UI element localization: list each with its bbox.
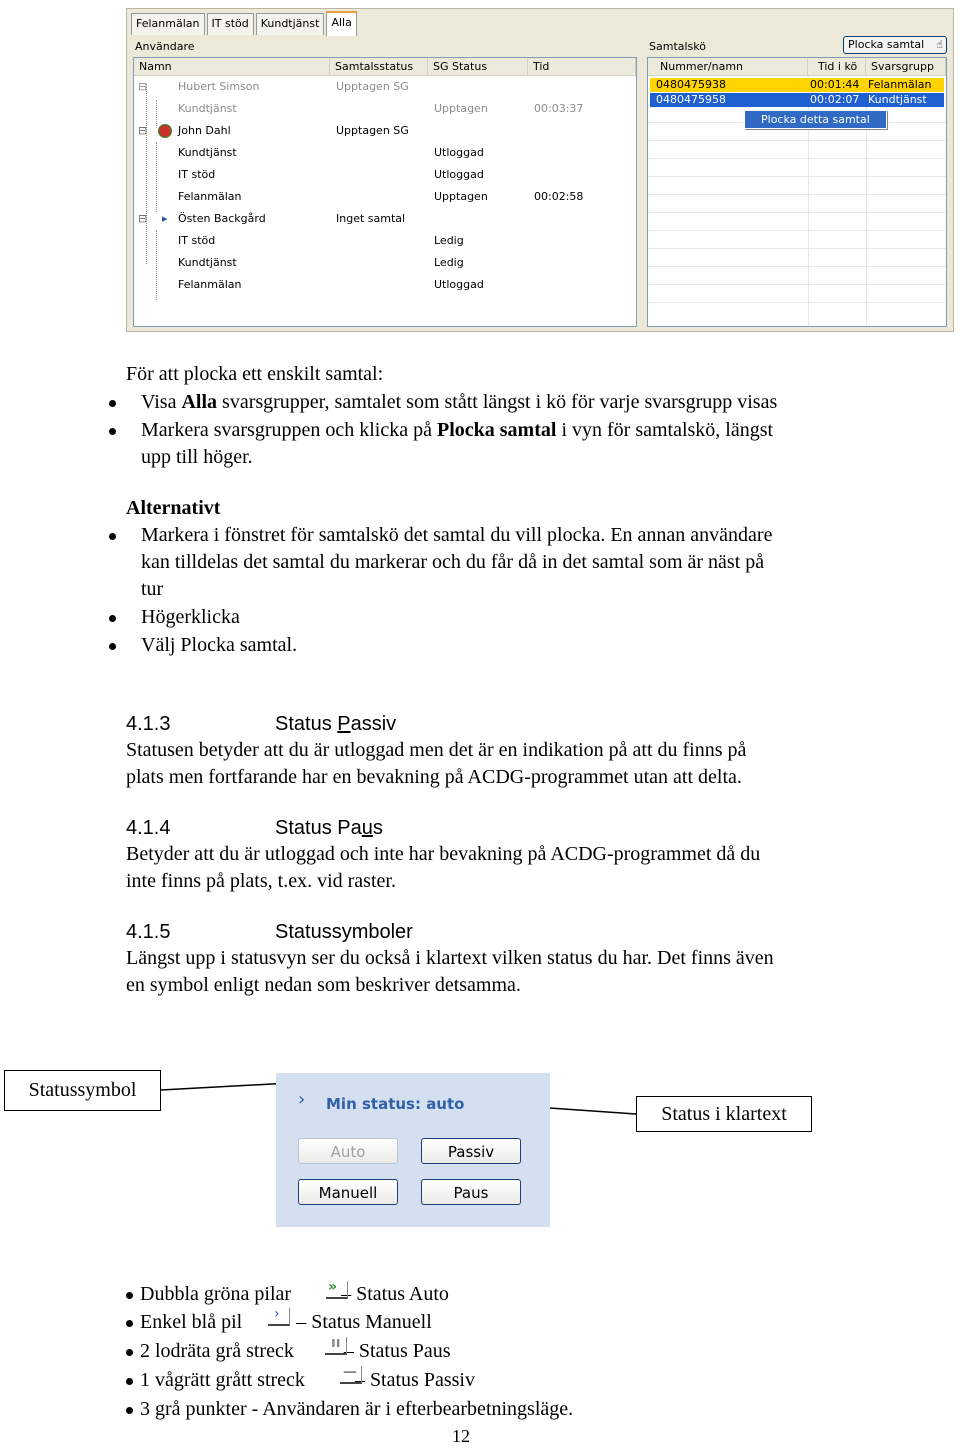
symbol-status: – Status Manuell [296,1311,432,1333]
symbol-desc: Dubbla gröna pilar [140,1283,292,1305]
col-nummer[interactable]: Nummer/namn [648,58,808,76]
symbol-desc: 1 vågrätt grått streck [140,1369,305,1391]
row-sg: Utloggad [434,146,484,159]
row-name: Östen Backgård [178,212,266,225]
single-blue-arrow-glyph: › [274,1306,280,1322]
row-name: IT stöd [178,234,216,247]
symbol-status: – Status Auto [341,1283,449,1305]
paragraph-line: en symbol enligt nedan som beskriver detsamma. [126,974,521,996]
row-name: Kundtjänst [178,256,237,269]
row-name: Felanmälan [178,190,242,203]
row-name: IT stöd [178,168,216,181]
paragraph-line: Statusen betyder att du är utloggad men det är en indikation på att du finns på [126,739,747,761]
status-panel [276,1073,550,1227]
col-sg-status[interactable]: SG Status [428,58,528,76]
horizontal-bar-icon [340,1366,362,1384]
row-status: Inget samtal [336,212,406,225]
text-span: Visa [141,391,182,413]
paragraph-line: plats men fortfarande har en bevakning på ACDG-programmet utan att delta. [126,766,742,788]
section-number: 4.1.3 [126,713,171,735]
text-span: svarsgrupper, samtalet som stått längst i kö för varje svarsgrupp visas [217,391,778,413]
text-span: Markera svarsgruppen och klicka på [141,419,437,441]
list-item: Högerklicka [141,604,240,631]
alternative-heading: Alternativt [126,497,221,519]
single-blue-arrow-icon: ▸ [162,212,168,225]
row-name: Hubert Simson [178,80,260,93]
list-item: Välj Plocka samtal. [141,632,297,659]
pick-call-label: Plocka samtal [848,38,925,51]
paragraph-line: inte finns på plats, t.ex. vid raster. [126,870,396,892]
text-span: assiv [350,713,397,735]
col-tid[interactable]: Tid [528,58,636,76]
row-status: Upptagen SG [336,124,409,137]
bold-span: Alla [181,391,218,413]
passiv-button[interactable]: Passiv [421,1138,521,1164]
horizontal-bar-glyph: — [343,1364,357,1380]
col-namn[interactable]: Namn [134,58,330,76]
symbol-desc: 2 lodräta grå streck [140,1340,294,1362]
auto-button[interactable]: Auto [298,1138,398,1164]
page-number: 12 [452,1426,470,1446]
queue-number: 0480475938 [656,78,726,91]
callout-status-text: Status i klartext [636,1096,812,1132]
underlined-span: u [361,817,373,839]
list-item: Markera i fönstret för samtalskö det samtal du vill plocka. En annan användare [141,522,772,549]
manuell-button[interactable]: Manuell [298,1179,398,1205]
row-sg: Ledig [434,234,464,247]
paragraph-line: Betyder att du är utloggad och inte har bevakning på ACDG-programmet då du [126,843,761,865]
double-green-arrow-glyph: » [328,1279,338,1295]
arrow-to-symbol [161,1083,290,1090]
section-number: 4.1.4 [126,817,171,839]
queue-label: Samtalskö [649,40,706,53]
pause-bars-glyph: ıı [331,1335,341,1351]
queue-time: 00:02:07 [810,93,860,106]
row-sg: Upptagen [434,190,488,203]
paus-button[interactable]: Paus [421,1179,521,1205]
row-tid: 00:03:37 [534,102,584,115]
row-sg: Ledig [434,256,464,269]
bold-span: Plocka samtal [437,419,557,441]
row-sg: Upptagen [434,102,488,115]
row-name: Felanmälan [178,278,242,291]
list-item-continuation: upp till höger. [141,446,253,468]
double-green-arrow-icon [326,1281,348,1299]
queue-number: 0480475958 [656,93,726,106]
tab-it-stod[interactable]: IT stöd [207,13,254,35]
section-number: 4.1.5 [126,921,171,943]
symbol-item: 3 grå punkter - Användaren är i efterbearbetningsläge. [140,1396,573,1423]
text-span: Status Pa [275,817,362,839]
text-span: Status [275,713,338,735]
row-tid: 00:02:58 [534,190,584,203]
symbol-status: – Status Paus [343,1340,451,1362]
collapse-icon[interactable]: ⊟ [138,80,148,93]
text-span: s [372,817,383,839]
tab-alla[interactable]: Alla [326,11,356,36]
row-name: Kundtjänst [178,146,237,159]
section-title: Statussymboler [275,921,413,943]
pause-bars-icon [325,1337,347,1355]
symbol-desc: Enkel blå pil [140,1311,243,1333]
list-item-continuation: tur [141,578,164,600]
queue-group: Kundtjänst [868,93,927,106]
row-name: John Dahl [178,124,231,137]
symbol-item [140,1281,449,1308]
users-label: Användare [135,40,195,53]
single-blue-arrow-icon: › [298,1089,306,1110]
collapse-icon[interactable]: ⊟ [138,212,148,225]
hand-icon: ☝ [936,38,943,51]
col-svarsgrupp[interactable]: Svarsgrupp [866,58,946,76]
collapse-icon[interactable]: ⊟ [138,124,148,137]
row-sg: Utloggad [434,278,484,291]
list-item-continuation: kan tilldelas det samtal du markerar och du får då in det samtal som är näst på [141,551,765,573]
symbol-status: – Status Passiv [354,1369,475,1391]
paragraph-line: Längst upp i statusvyn ser du också i klartext vilken status du har. Det finns även [126,947,774,969]
queue-time: 00:01:44 [810,78,860,91]
symbol-item [140,1338,451,1365]
tab-kundtjanst[interactable]: Kundtjänst [256,13,325,35]
text-span: i vyn för samtalskö, längst [556,419,774,441]
tab-felanmalan[interactable]: Felanmälan [131,13,205,35]
row-status: Upptagen SG [336,80,409,93]
callout-status-symbol: Statussymbol [4,1070,161,1111]
status-text: Min status: auto [326,1095,465,1113]
single-blue-arrow-icon [268,1308,290,1326]
row-sg: Utloggad [434,168,484,181]
col-tid-i-ko[interactable]: Tid i kö [808,58,866,76]
symbol-item [140,1367,475,1394]
col-samtalsstatus[interactable]: Samtalsstatus [330,58,428,76]
row-name: Kundtjänst [178,102,237,115]
intro-text: För att plocka ett enskilt samtal: [126,363,384,385]
context-menu-pick-call[interactable]: Plocka detta samtal [744,110,887,129]
underlined-span: P [337,713,351,735]
queue-group: Felanmälan [868,78,932,91]
